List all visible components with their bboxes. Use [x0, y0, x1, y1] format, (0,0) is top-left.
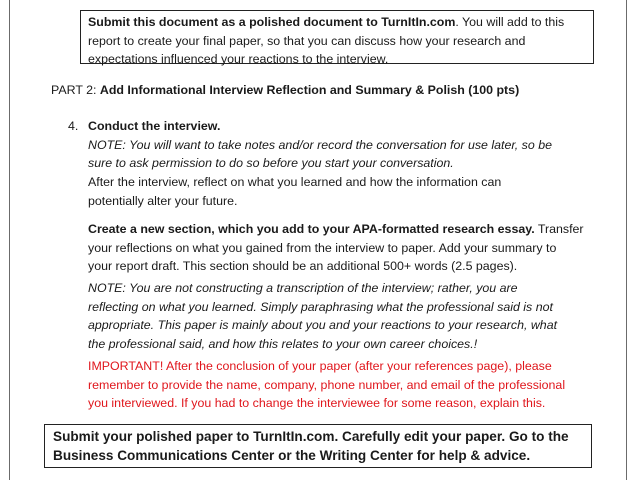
- part-2-heading: [51, 81, 611, 100]
- create-line-3: your report draft. This section should be an additional 500+ words (2.5 pages).: [88, 259, 518, 273]
- part-2-title: Add Informational Interview Reflection and Summary & Polish (100 pts): [99, 83, 520, 97]
- transcription-note-line-4: the professional said, and how this relates to your own career choices.!: [88, 336, 478, 351]
- create-section-paragraph: [88, 220, 608, 276]
- submit-box-lead-rest: . You will add to this: [455, 15, 565, 29]
- create-line-1: [88, 220, 608, 239]
- page-edge-right: [626, 0, 627, 480]
- create-line-2: your reflections on what you gained from the interview to paper. Add your summary to: [88, 240, 557, 255]
- submit-paper-box: [44, 424, 592, 468]
- conduct-interview-heading: Conduct the interview.: [88, 119, 221, 133]
- important-line-2: remember to provide the name, company, phone number, and email of the professional: [88, 377, 566, 392]
- part-2-prefix: PART 2:: [51, 83, 100, 97]
- page-edge-left: [9, 0, 10, 480]
- transcription-note-line-1: NOTE: You are not constructing a transcription of the interview; rather, you are: [88, 281, 518, 295]
- submit-box-line-3: expectations influenced your reactions to the interview.: [88, 52, 389, 66]
- after-interview-paragraph: [88, 173, 608, 210]
- important-line-1: IMPORTANT! After the conclusion of your paper (after your references page), please: [88, 359, 552, 373]
- submit-paper-line-2: Business Communications Center or the Writing Center for help & advice.: [53, 448, 531, 463]
- note-line-2: sure to ask permission to do so before you start your conversation.: [88, 156, 454, 170]
- after-line-2: potentially alter your future.: [88, 193, 238, 208]
- create-section-rest: Transfer: [534, 222, 584, 236]
- transcription-note-line-3: appropriate. This paper is mainly about you and your reactions to your research, what: [88, 318, 558, 332]
- after-line-1: After the interview, reflect on what you learned and how the information can: [88, 175, 502, 189]
- submit-box-line-2: report to create your final paper, so that you can discuss how your research and: [88, 33, 526, 48]
- submit-box-lead: Submit this document as a polished document to TurnItIn.com: [88, 15, 456, 29]
- transcription-note: [88, 279, 608, 353]
- conduct-interview-block: [88, 117, 608, 173]
- note-line-1: NOTE: You will want to take notes and/or record the conversation for use later, so be: [88, 137, 552, 152]
- submit-document-box: [80, 10, 594, 64]
- submit-box-line-1: [88, 13, 586, 32]
- list-number: 4.: [68, 119, 79, 133]
- important-notice: [88, 357, 608, 413]
- create-section-lead: Create a new section, which you add to your APA-formatted research essay.: [88, 222, 535, 236]
- submit-paper-line-1: Submit your polished paper to TurnItIn.com. Carefully edit your paper. Go to the: [53, 429, 569, 444]
- transcription-note-line-2: reflecting on what you learned. Simply paraphrasing what the professional said is not: [88, 299, 553, 314]
- important-line-3: you interviewed. If you had to change the interviewee for some reason, explain this.: [88, 396, 546, 410]
